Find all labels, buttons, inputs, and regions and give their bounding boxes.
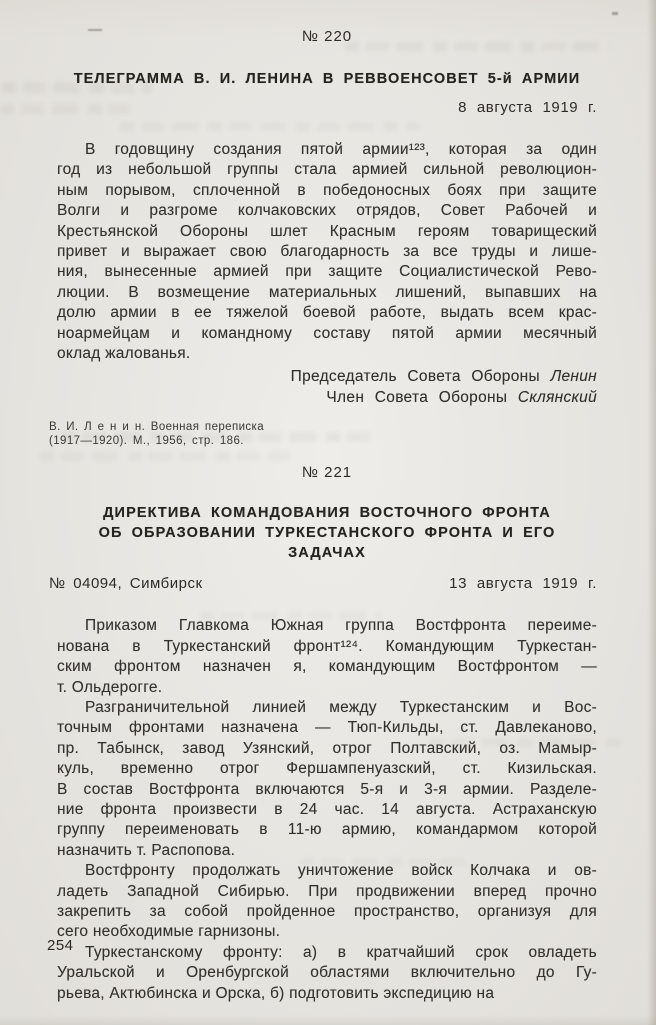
page-edge-shadow [0,1015,656,1025]
text-line: ноармейцам и командному составу пятой армии месячный [57,324,597,342]
document-title-line: ДИРЕКТИВА КОМАНДОВАНИЯ ВОСТОЧНОГО ФРОНТА [103,505,551,522]
signatures [57,367,597,408]
text-line: назначить т. Распопова. [57,841,236,859]
text-line: группу переименовать в 11-ю армию, командармом которой [57,821,597,839]
text-line: Разграничительной линией между Туркестанским и Вос- [85,698,597,716]
text-line: В годовщину создания пятой армии¹²³, которая за один [85,141,597,158]
text-line: ским фронтом назначен я, командующим Востфронтом — [57,658,597,676]
text-line: ным порывом, сплоченной в победоносных боях при защите [57,181,597,199]
telegram-body [57,140,597,364]
text-line: оклад жалованья. [57,345,191,363]
text-line: нована в Туркестанский фронт¹²⁴. Командующим Туркестан- [57,637,597,655]
text-line: привет и выражает свою благодарность за все труды и лише- [57,243,597,261]
document-221 [49,463,597,1004]
directive-paragraph [57,616,597,698]
signature-role: Член Совета Обороны [326,388,508,406]
document-220 [49,27,597,448]
text-line: сего необходимые гарнизоны. [57,923,281,941]
text-line: ния, вынесенные армией при защите Социалистической Рево- [57,263,597,281]
text-line: Туркестанскому фронту: а) в кратчайший срок овладеть [85,943,597,961]
text-line: Востфронту продолжать уничтожение войск Колчака и ов- [85,862,597,880]
document-reference-number: № 04094, Симбирск [49,575,203,593]
document-title-line: ОБ ОБРАЗОВАНИИ ТУРКЕСТАНСКОГО ФРОНТА И ЕГО ЗАДАЧАХ [98,525,556,562]
text-line: ние фронта произвести в 24 час. 14 августа. Астраханскую [57,800,597,818]
text-line: куль, временно отрог Фершампенуазский, ст. Кизильская. [57,760,597,778]
signature-role: Председатель Совета Обороны [290,368,540,386]
document-meta [49,574,597,593]
text-line: точным фронтами назначена — Тюп-Кильды, ст. Давлеканово, [57,719,597,737]
directive-paragraph [57,861,597,943]
signature-line [57,388,597,408]
text-line: год из небольшой группы стала армией сильной революцион- [57,161,597,179]
source-citation [49,421,597,448]
document-number: № 220 [301,28,353,45]
source-citation-line: В. И. Л е н и н. Военная переписка [49,421,265,434]
document-date: 8 августа 1919 г. [458,99,597,116]
text-line: Волги и разгроме колчаковских отрядов, Совет Рабочей и [57,202,597,220]
page-number: 254 [47,937,74,954]
text-line: пр. Табынск, завод Узянский, отрог Полтавский, оз. Мамыр- [57,739,597,757]
text-line: долю армии в ее тяжелой боевой работе, выдать всем крас- [57,304,597,322]
signature-line [57,367,597,387]
text-line: т. Ольдерогге. [57,678,163,696]
directive-paragraph [57,943,597,1004]
signature-name: Склянский [517,388,597,406]
directive-paragraph [57,698,597,861]
text-line: люции. В возмещение материальных лишений, выпавших на [57,283,597,301]
text-line: ладеть Западной Сибирью. При продвижении вперед прочно [57,882,597,900]
signature-name: Ленин [550,368,597,386]
text-line: закрепить за собой пройденное пространство, организуя для [57,902,597,920]
document-date: 13 августа 1919 г. [449,575,597,593]
source-citation-line: (1917—1920). М., 1956, стр. 186. [49,434,244,447]
document-title: ТЕЛЕГРАММА В. И. ЛЕНИНА В РЕВВОЕНСОВЕТ 5-й АРМИИ [73,71,581,87]
text-line: рьева, Актюбинска и Орска, б) подготовить экспедицию на [57,984,495,1002]
text-line: Уральской и Оренбургской областями включительно до Гу- [57,964,597,982]
document-number: № 221 [301,464,353,482]
text-line: В состав Востфронта включаются 5-я и 3-я армии. Разделе- [57,780,597,798]
text-line: Крестьянской Обороны шлет Красным героям товарищеский [57,222,597,240]
text-line: Приказом Главкома Южная группа Востфронта переиме- [85,617,597,635]
